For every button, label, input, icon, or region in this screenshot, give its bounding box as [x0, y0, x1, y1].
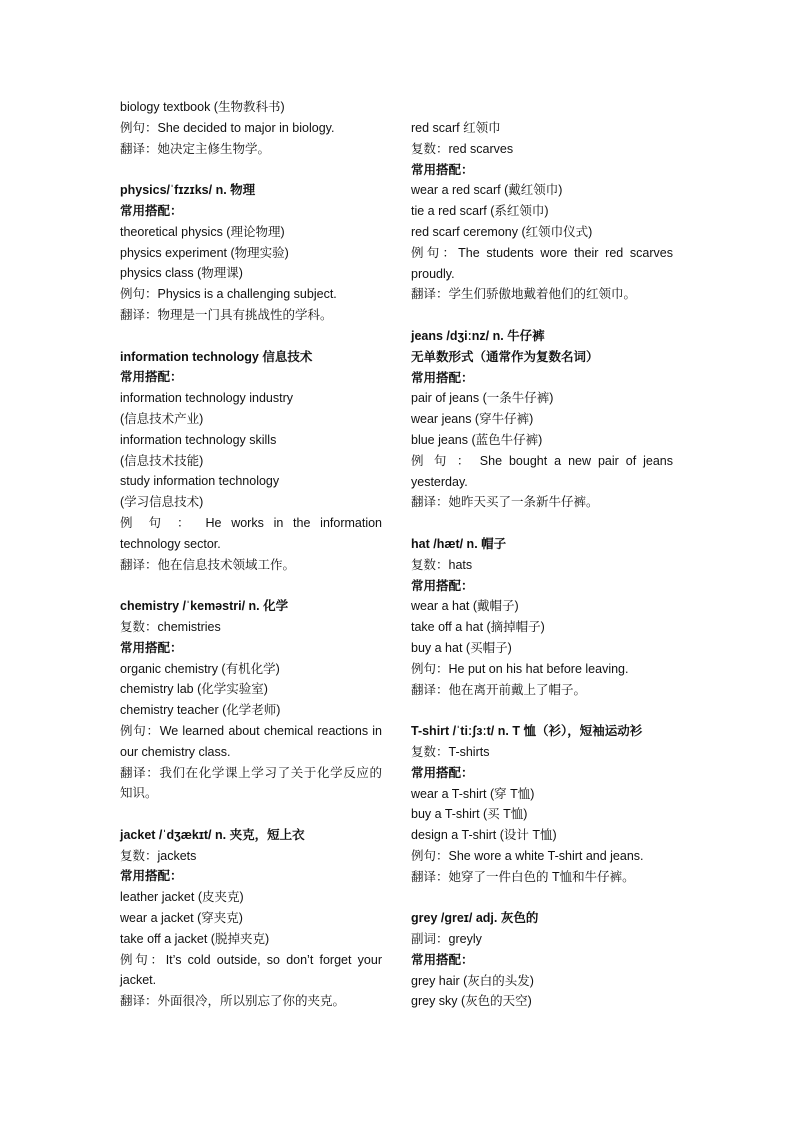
entry-line: wear a red scarf (戴红领巾): [411, 183, 563, 198]
entry-line: 翻译：我们在化学课上学习了关于化学反应的知识。: [120, 765, 382, 801]
entry-line: 例句：We learned about chemical reactions in our chemistry class.: [120, 723, 382, 759]
entry-heading: 常用搭配：: [411, 765, 474, 780]
entry-line: 翻译：学生们骄傲地戴着他们的红领巾。: [411, 287, 637, 302]
entry-line: 翻译：物理是一门具有挑战性的学科。: [120, 307, 333, 322]
entry-line: information technology skills: [120, 432, 277, 447]
entry-heading: 常用搭配：: [120, 370, 183, 385]
entry-heading: chemistry /ˈkeməstri/ n. 化学: [120, 599, 289, 614]
entry-line: (学习信息技术): [120, 495, 204, 510]
entry-line: 翻译：外面很冷，所以别忘了你的夹克。: [120, 994, 346, 1009]
entry-heading: grey /ɡreɪ/ adj. 灰色的: [411, 911, 539, 926]
entry-line: blue jeans (蓝色牛仔裤): [411, 432, 543, 447]
entry-heading: T-shirt /ˈtiːʃɜːt/ n. T 恤（衫），短袖运动衫: [411, 724, 643, 739]
entry-line: physics class (物理课): [120, 266, 243, 281]
entry-line: 翻译：她昨天买了一条新牛仔裤。: [411, 495, 599, 510]
entry-line: 复数：T-shirts: [411, 744, 490, 759]
entry-line: (信息技术产业): [120, 411, 204, 426]
right-column: [411, 118, 673, 1012]
entry-line: pair of jeans (一条牛仔裤): [411, 391, 554, 406]
entry-heading: 无单数形式（通常作为复数名词）: [411, 349, 599, 364]
entry-heading: jacket /ˈdʒækɪt/ n. 夹克，短上衣: [120, 827, 305, 842]
entry-line: information technology industry: [120, 391, 294, 406]
entry-spacer: [411, 513, 673, 534]
entry-line: chemistry lab (化学实验室): [120, 682, 268, 697]
entry-line: buy a hat (买帽子): [411, 640, 512, 655]
entry-line: wear jeans (穿牛仔裤): [411, 412, 534, 427]
entry-line: 翻译：她决定主修生物学。: [120, 141, 271, 156]
entry-spacer: [411, 305, 673, 326]
entry-line: wear a hat (戴帽子): [411, 599, 519, 614]
entry-line: 例句：Physics is a challenging subject.: [120, 287, 337, 302]
entry-heading: 常用搭配：: [411, 370, 474, 385]
entry-line: 副词：greyly: [411, 932, 482, 947]
entry-spacer: [120, 159, 382, 180]
entry-line: biology textbook (生物教科书): [120, 100, 285, 114]
entry-heading: 常用搭配：: [120, 640, 183, 655]
entry-line: 例句：It’s cold outside, so don’t forget your jacket.: [120, 952, 382, 988]
left-column: [120, 97, 382, 1012]
entry-spacer: [120, 326, 382, 347]
entry-heading: information technology 信息技术: [120, 349, 313, 364]
entry-line: grey sky (灰色的天空): [411, 994, 532, 1009]
entry-line: 复数：chemistries: [120, 619, 221, 634]
entry-line: 例 句 ： She bought a new pair of jeans yesterday.: [411, 453, 673, 489]
entry-line: study information technology: [120, 474, 280, 489]
entry-line: wear a jacket (穿夹克): [120, 911, 243, 926]
entry-line: 例句：She decided to major in biology.: [120, 120, 335, 135]
entry-line: 复数：red scarves: [411, 141, 514, 156]
entry-heading: 常用搭配：: [411, 952, 474, 967]
entry-heading: 常用搭配：: [120, 869, 183, 884]
entry-heading: hat /hæt/ n. 帽子: [411, 536, 507, 551]
entry-line: leather jacket (皮夹克): [120, 890, 244, 905]
entry-line: buy a T-shirt (买 T恤): [411, 807, 528, 822]
entry-line: 例句：The students wore their red scarves proudly.: [411, 245, 673, 281]
entry-line: red scarf ceremony (红领巾仪式): [411, 224, 593, 239]
entry-line: chemistry teacher (化学老师): [120, 703, 281, 718]
entry-line: tie a red scarf (系红领巾): [411, 204, 549, 219]
entry-line: 复数：hats: [411, 557, 473, 572]
entry-line: red scarf 红领巾: [411, 121, 501, 135]
entry-spacer: [120, 804, 382, 825]
entry-line: 例 句 ： He works in the information technology sector.: [120, 515, 382, 551]
entry-line: 例句：She wore a white T-shirt and jeans.: [411, 848, 644, 863]
entry-heading: physics/ˈfɪzɪks/ n. 物理: [120, 183, 256, 198]
entry-line: 复数：jackets: [120, 848, 197, 863]
entry-heading: 常用搭配：: [411, 578, 474, 593]
entry-spacer: [120, 575, 382, 596]
entry-line: design a T-shirt (设计 T恤): [411, 828, 557, 843]
entry-line: organic chemistry (有机化学): [120, 661, 280, 676]
entry-line: physics experiment (物理实验): [120, 245, 289, 260]
entry-line: 翻译：她穿了一件白色的 T恤和牛仔裤。: [411, 869, 635, 884]
entry-line: wear a T-shirt (穿 T恤): [411, 786, 535, 801]
entry-line: grey hair (灰白的头发): [411, 973, 534, 988]
entry-heading: 常用搭配：: [120, 203, 183, 218]
entry-heading: 常用搭配：: [411, 162, 474, 177]
entry-line: 翻译：他在信息技术领域工作。: [120, 557, 296, 572]
entry-spacer: [411, 887, 673, 908]
entry-line: 例句：He put on his hat before leaving.: [411, 661, 629, 676]
entry-line: take off a jacket (脱掉夹克): [120, 931, 270, 946]
entry-heading: jeans /dʒiːnz/ n. 牛仔裤: [411, 328, 545, 343]
entry-spacer: [411, 700, 673, 721]
entry-line: (信息技术技能): [120, 453, 204, 468]
entry-line: theoretical physics (理论物理): [120, 224, 285, 239]
entry-line: take off a hat (摘掉帽子): [411, 620, 545, 635]
entry-line: 翻译：他在离开前戴上了帽子。: [411, 682, 587, 697]
